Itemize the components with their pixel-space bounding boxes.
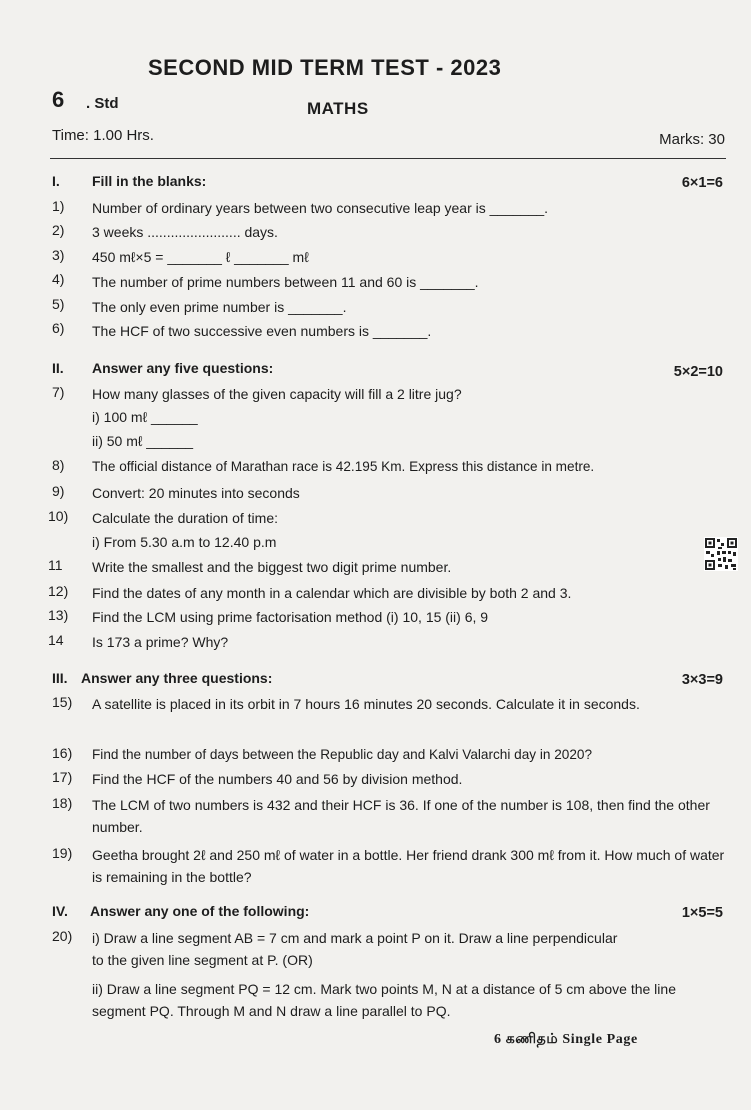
std-number: 6 [52,87,65,112]
question-text: Find the number of days between the Republic day and Kalvi Valarchi day in 2020? [92,747,593,762]
question-text: 450 mℓ×5 = _______ ℓ _______ mℓ [92,249,309,265]
question-number: 16) [52,745,73,761]
question-text: Number of ordinary years between two consecutive leap year is _______. [92,200,549,216]
exam-title: SECOND MID TERM TEST - 2023 [148,55,502,80]
question-number: 4) [52,271,65,287]
question-text: 3 weeks ........................ days. [92,224,278,240]
question-text: The number of prime numbers between 11 and 60 is _______. [92,274,479,290]
question-subpart: ii) Draw a line segment PQ = 12 cm. Mark two points M, N at a distance of 5 cm above the line segment PQ. Through M and N draw a line parallel to PQ. [92,981,676,1019]
section-marks: 3×3=9 [681,672,723,688]
section-title: Answer any one of the following: [90,903,310,919]
question-text: Geetha brought 2ℓ and 250 mℓ of water in a bottle. Her friend drank 300 mℓ from it. How much of water is remaining in the bottle? [92,847,725,885]
section-number: II. [52,360,64,376]
question-text: The only even prime number is _______. [92,299,347,315]
question-subpart: i) From 5.30 a.m to 12.40 p.m [92,534,277,550]
question-text: i) Draw a line segment AB = 7 cm and mark a point P on it. Draw a line perpendicular to the given line segment at P. (OR) [92,930,618,968]
question-text: Is 173 a prime? Why? [92,634,229,650]
section-marks: 5×2=10 [673,364,723,380]
question-number: 20) [52,928,73,944]
question-number: 1) [52,198,65,214]
section-title: Answer any five questions: [92,360,274,376]
section-number: I. [52,173,60,189]
question-text: The LCM of two numbers is 432 and their HCF is 36. If one of the number is 108, then find the other number. [92,797,710,835]
question-text: Find the dates of any month in a calendar which are divisible by both 2 and 3. [92,585,572,601]
question-text: How many glasses of the given capacity will fill a 2 litre jug? [92,386,462,402]
section-title: Answer any three questions: [81,670,273,686]
question-number: 9) [52,483,65,499]
question-number: 5) [52,296,65,312]
question-number: 10) [48,508,69,524]
question-number: 15) [52,694,73,710]
header-divider [50,158,726,159]
question-number: 7) [52,384,65,400]
section-number: III. [52,670,68,686]
question-number: 13) [48,607,69,623]
question-subpart: ii) 50 mℓ ______ [92,433,194,449]
section-marks: 1×5=5 [681,905,723,921]
time-label: Time: 1.00 Hrs. [52,127,154,144]
std-label: . Std [86,95,119,112]
question-number: 12) [48,583,69,599]
question-subpart: i) 100 mℓ ______ [92,409,198,425]
section-title: Fill in the blanks: [92,173,207,189]
footer-label: 6 கணிதம் Single Page [494,1032,638,1047]
question-number: 3) [52,247,65,263]
marks-label: Marks: 30 [659,131,725,148]
question-text: Find the LCM using prime factorisation method (i) 10, 15 (ii) 6, 9 [92,609,489,625]
subject-title: MATHS [307,99,369,118]
question-text: The official distance of Marathan race is 42.195 Km. Express this distance in metre. [92,459,595,474]
question-number: 6) [52,320,65,336]
section-marks: 6×1=6 [681,175,723,191]
question-text: Find the HCF of the numbers 40 and 56 by division method. [92,771,463,787]
question-text: The HCF of two successive even numbers is _______. [92,323,432,339]
question-number: 8) [52,457,65,473]
section-number: IV. [52,903,68,919]
question-number: 11 [48,557,63,573]
question-number: 17) [52,769,73,785]
question-number: 19) [52,845,73,861]
question-text: Calculate the duration of time: [92,510,278,526]
question-text: Write the smallest and the biggest two digit prime number. [92,559,452,575]
qr-code-icon [704,537,738,571]
question-text: Convert: 20 minutes into seconds [92,485,300,501]
question-number: 18) [52,795,73,811]
question-number: 14 [48,632,64,648]
question-number: 2) [52,222,65,238]
question-text: A satellite is placed in its orbit in 7 hours 16 minutes 20 seconds. Calculate it in seconds. [92,696,640,712]
